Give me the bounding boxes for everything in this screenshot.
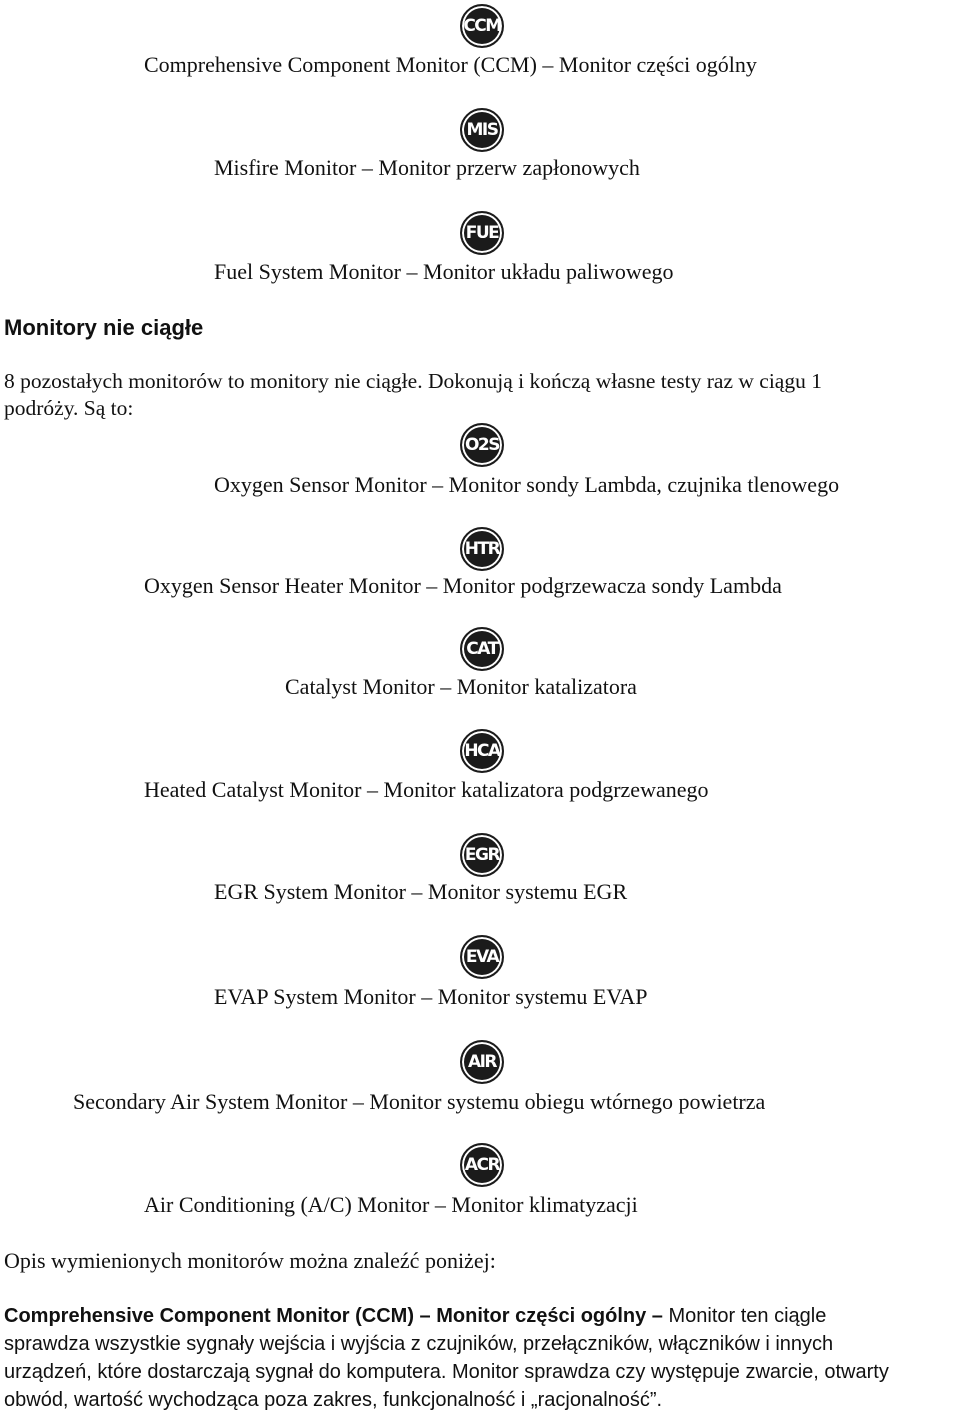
description-line-4: obwód, wartość wychodząca poza zakres, funkcjonalność i „racjonalność”. [4, 1389, 663, 1411]
monitor-label-air: Secondary Air System Monitor – Monitor systemu obiegu wtórnego powietrza [73, 1089, 766, 1114]
monitor-label-acr: Air Conditioning (A/C) Monitor – Monitor klimatyzacji [144, 1192, 638, 1217]
cat-icon: CAT [460, 627, 504, 671]
fue-icon: FUE [460, 211, 504, 255]
monitor-label-hca: Heated Catalyst Monitor – Monitor katalizatora podgrzewanego [144, 777, 709, 802]
section-heading: Monitory nie ciągłe [4, 315, 204, 340]
description-line-2: sprawdza wszystkie sygnały wejścia i wyjścia z czujników, przełączników, włączników i innych [4, 1333, 834, 1355]
monitor-label-cat: Catalyst Monitor – Monitor katalizatora [285, 674, 637, 699]
o2s-icon: O2S [460, 423, 504, 467]
mis-icon: MIS [460, 108, 504, 152]
eva-icon: EVA [460, 935, 504, 979]
monitor-label-egr: EGR System Monitor – Monitor systemu EGR [214, 879, 628, 904]
description-dash: – [646, 1305, 669, 1327]
egr-icon: EGR [460, 833, 504, 877]
monitor-label-eva: EVAP System Monitor – Monitor systemu EVAP [214, 984, 648, 1009]
description-title: Comprehensive Component Monitor (CCM) – Monitor części ogólny [4, 1305, 647, 1327]
description-line-3: urządzeń, które dostarczają sygnał do komputera. Monitor sprawdza czy występuje zwarcie, otwarty [4, 1361, 889, 1383]
acr-icon: ACR [460, 1143, 504, 1187]
monitor-label-o2s: Oxygen Sensor Monitor – Monitor sondy Lambda, czujnika tlenowego [214, 472, 840, 497]
intro-line-1: 8 pozostałych monitorów to monitory nie ciągłe. Dokonują i kończą własne testy raz w ciągu 1 [4, 369, 822, 393]
hca-icon: HCA [460, 729, 504, 773]
monitor-label-fue: Fuel System Monitor – Monitor układu paliwowego [214, 259, 674, 284]
description-intro: Opis wymienionych monitorów można znaleźć poniżej: [4, 1248, 496, 1273]
htr-icon: HTR [460, 527, 504, 571]
monitor-label-ccm: Comprehensive Component Monitor (CCM) – Monitor części ogólny [144, 52, 757, 77]
air-icon: AIR [460, 1040, 504, 1084]
intro-line-2: podróży. Są to: [4, 396, 134, 420]
ccm-icon: CCM [460, 4, 504, 48]
monitor-label-htr: Oxygen Sensor Heater Monitor – Monitor podgrzewacza sondy Lambda [144, 573, 782, 598]
description-line-1: Monitor ten ciągle [668, 1305, 827, 1327]
intro-paragraph [4, 368, 959, 422]
description-paragraph [4, 1302, 959, 1414]
monitor-label-mis: Misfire Monitor – Monitor przerw zapłonowych [214, 155, 640, 180]
